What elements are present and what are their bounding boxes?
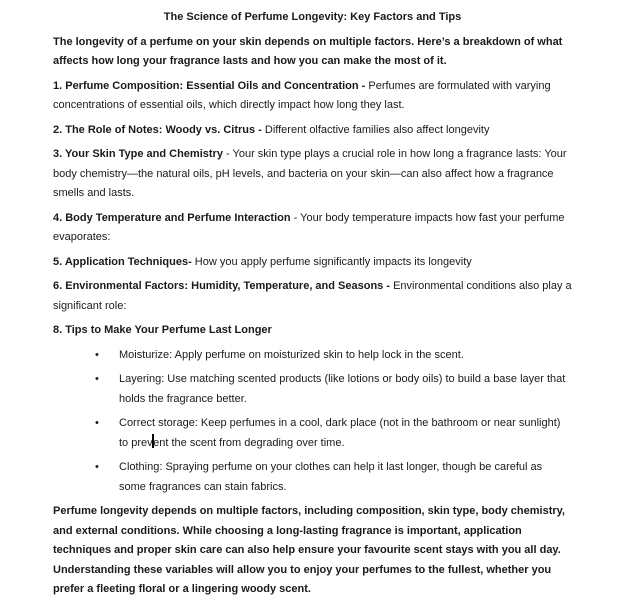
section-heading-4: 4. Body Temperature and Perfume Interaction — [53, 211, 291, 224]
section-paragraph-5[interactable] — [53, 253, 572, 273]
intro-paragraph[interactable] — [53, 33, 572, 72]
list-item[interactable] — [53, 346, 572, 366]
page-title[interactable] — [53, 8, 572, 28]
section-paragraph-8[interactable] — [53, 321, 572, 341]
section-heading-6: 6. Environmental Factors: Humidity, Temperature, and Seasons - — [53, 280, 391, 292]
closing-text: Perfume longevity depends on multiple factors, including composition, skin type, body chemistry, and external conditions. While choosing a long-lasting fragrance is important, application techniques and proper skin care can also help ensure your favourite scent stays with you all day. Understanding these variables will allow you to enjoy your perfumes to the fullest, whether you prefer a fleeting floral or a lingering woody scent. — [53, 505, 565, 595]
bullet-icon: • — [95, 373, 99, 385]
section-heading-1: 1. Perfume Composition: Essential Oils and Concentration - — [53, 79, 366, 92]
bullet-icon: • — [95, 417, 99, 429]
section-paragraph-4[interactable] — [53, 209, 572, 248]
list-item[interactable] — [53, 370, 572, 409]
list-item-text: Clothing: Spraying perfume on your clothes can help it last longer, though be careful as some fragrances can stain fabrics. — [119, 461, 543, 493]
section-paragraph-6[interactable] — [53, 277, 572, 316]
section-heading-2: 2. The Role of Notes: Woody vs. Citrus - — [53, 123, 262, 136]
page-title-text: The Science of Perfume Longevity: Key Factors and Tips — [163, 11, 462, 23]
bullet-icon: • — [95, 461, 99, 473]
list-item[interactable] — [53, 458, 572, 497]
section-paragraph-1[interactable] — [53, 77, 572, 116]
section-body-2: Different olfactive families also affect longevity — [261, 123, 490, 136]
section-body-5: How you apply perfume significantly impacts its longevity — [191, 255, 472, 268]
list-item-text-after-caret: ent the scent from degrading over time. — [153, 436, 345, 449]
section-paragraph-2[interactable] — [53, 121, 572, 141]
section-body-3: - Your skin type plays a crucial role in how long a fragrance lasts: Your body chemistry—the natural oils, pH levels, and bacteria on your skin—can also affect how a fragrance smells and lasts. — [53, 148, 567, 199]
intro-text: The longevity of a perfume on your skin depends on multiple factors. Here’s a breakdown of what affects how long your fragrance lasts and how you can make the most of it. — [53, 35, 563, 67]
section-body-6: Environmental conditions also play a significant role: — [53, 280, 572, 312]
section-heading-8: 8. Tips to Make Your Perfume Last Longer — [53, 324, 272, 336]
list-item-text: Layering: Use matching scented products (like lotions or body oils) to build a base layer that holds the fragrance better. — [119, 373, 566, 405]
list-item[interactable] — [53, 414, 572, 453]
section-body-1: Perfumes are formulated with varying concentrations of essential oils, which directly impact how long they last. — [53, 79, 551, 111]
section-paragraph-3[interactable] — [53, 145, 572, 204]
section-body-4: - Your body temperature impacts how fast your perfume evaporates: — [53, 211, 565, 243]
section-heading-5: 5. Application Techniques- — [53, 255, 192, 268]
list-item-text: Moisturize: Apply perfume on moisturized skin to help lock in the scent. — [119, 348, 464, 361]
bullet-icon: • — [95, 348, 99, 361]
section-heading-3: 3. Your Skin Type and Chemistry — [53, 148, 223, 160]
closing-paragraph[interactable] — [53, 502, 572, 600]
list-item-text-before-caret: Correct storage: Keep perfumes in a cool, dark place (not in the bathroom or near sunlight) to prev — [119, 417, 561, 449]
tips-list — [53, 346, 572, 498]
